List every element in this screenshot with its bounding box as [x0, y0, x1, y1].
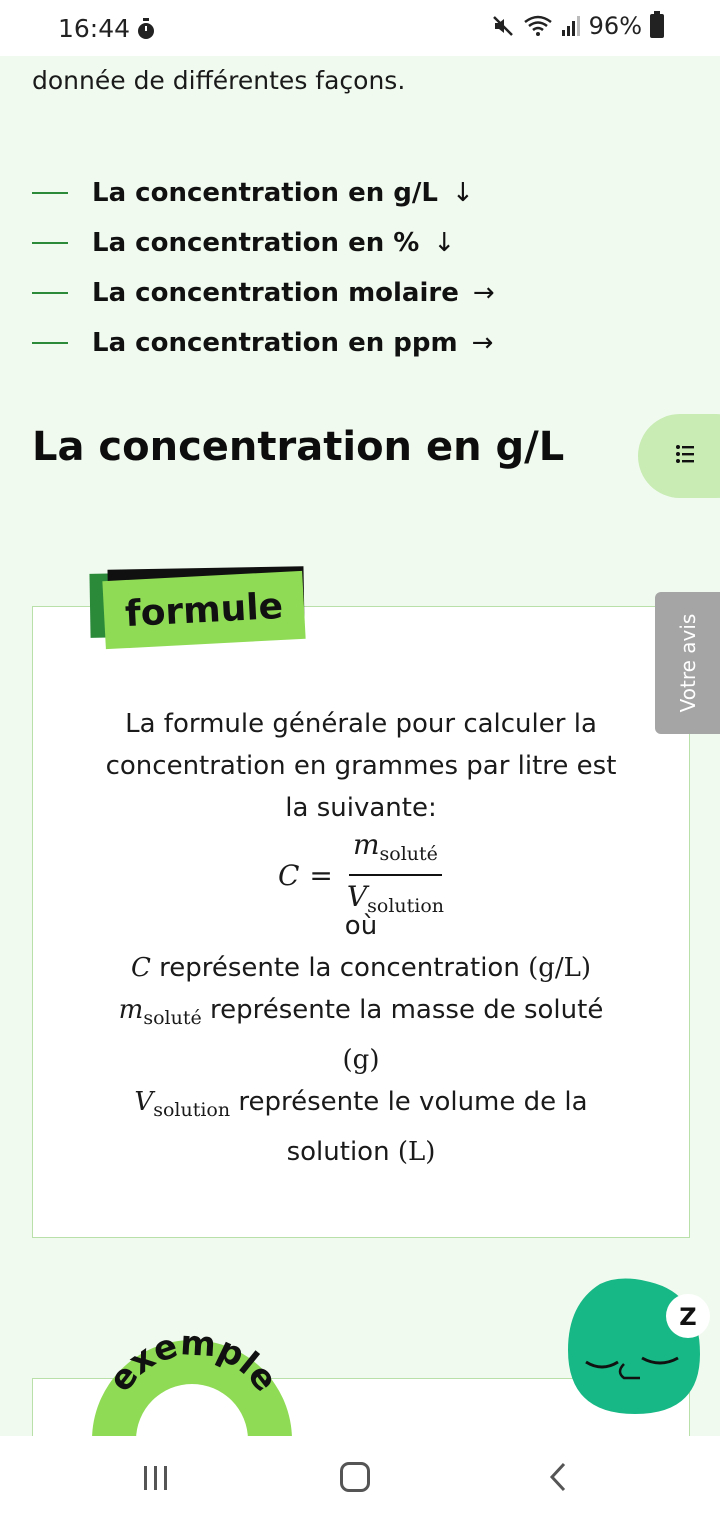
- table-of-contents: [32, 168, 552, 368]
- def3-text: représente le volume de la solution: [238, 1087, 588, 1167]
- def3-sub: solution: [153, 1099, 231, 1121]
- definition-line-1: [33, 947, 689, 989]
- example-badge-label: exemple: [100, 1323, 286, 1400]
- toc-item-label: La concentration en %: [92, 228, 420, 258]
- feedback-tab-label: Votre avis: [675, 613, 700, 713]
- formula-intro: La formule générale pour calculer la concentration en grammes par litre est la suivante:: [105, 709, 617, 823]
- toc-item-label: La concentration en g/L: [92, 178, 438, 208]
- svg-text:exemple: [101, 1323, 285, 1399]
- home-icon[interactable]: [340, 1462, 370, 1492]
- status-bar: [0, 0, 720, 56]
- arrow-right-icon: →: [472, 278, 495, 308]
- formula-badge: [90, 566, 306, 648]
- system-navigation-bar: [0, 1436, 720, 1520]
- def1-var: C: [130, 953, 151, 983]
- def2-sub: soluté: [143, 1007, 202, 1029]
- mascot-chat-button[interactable]: [560, 1274, 720, 1424]
- recent-apps-icon[interactable]: [142, 1464, 170, 1492]
- status-icons: [491, 12, 664, 40]
- toc-toggle-button[interactable]: [638, 414, 720, 498]
- signal-icon: [561, 14, 581, 38]
- formula-content: [33, 703, 689, 1173]
- def1-unit: (g/L): [528, 953, 592, 983]
- toc-bullet-line: [32, 242, 68, 244]
- toc-bullet-line: [32, 342, 68, 344]
- example-badge: [80, 1322, 300, 1442]
- toc-item-gl[interactable]: [32, 168, 552, 218]
- definition-line-2: [33, 989, 689, 1081]
- def2-text: représente la masse de soluté: [209, 995, 604, 1025]
- toc-item-molaire[interactable]: [32, 268, 552, 318]
- mascot-sleep-letter: Z: [679, 1303, 697, 1331]
- formula-where: où: [344, 911, 378, 941]
- arrow-down-icon: ↓: [451, 178, 474, 208]
- def1-text: représente la concentration: [159, 953, 520, 983]
- timer-icon: [136, 18, 156, 40]
- intro-text: donnée de différentes façons.: [32, 66, 406, 95]
- def3-var: V: [134, 1087, 154, 1117]
- eq-sign: =: [309, 859, 333, 892]
- feedback-tab[interactable]: [655, 592, 720, 734]
- eq-den-sub: solution: [367, 895, 445, 917]
- toc-bullet-line: [32, 292, 68, 294]
- section-title: La concentration en g/L: [32, 424, 565, 470]
- eq-num-var: m: [352, 828, 380, 861]
- list-icon: [676, 444, 694, 464]
- toc-item-ppm[interactable]: [32, 318, 552, 368]
- formula-card: [32, 606, 690, 1238]
- toc-item-label: La concentration en ppm: [92, 328, 458, 358]
- mute-icon: [491, 14, 515, 38]
- badge-label-box: [102, 571, 305, 649]
- eq-num-sub: soluté: [379, 843, 438, 865]
- battery-icon: [650, 14, 664, 38]
- status-time: 16:44: [58, 14, 131, 43]
- def2-var: m: [118, 995, 144, 1025]
- eq-lhs: C: [277, 859, 300, 892]
- badge-label: formule: [124, 585, 284, 635]
- toc-item-label: La concentration molaire: [92, 278, 459, 308]
- eq-den-var: V: [346, 880, 368, 913]
- def3-unit: (L): [397, 1137, 436, 1167]
- toc-item-percent[interactable]: [32, 218, 552, 268]
- wifi-icon: [523, 14, 553, 38]
- arrow-right-icon: →: [471, 328, 494, 358]
- back-icon[interactable]: [548, 1462, 568, 1492]
- definition-line-3: [33, 1081, 689, 1173]
- arrow-down-icon: ↓: [433, 228, 456, 258]
- battery-percent: 96%: [588, 12, 642, 40]
- toc-bullet-line: [32, 192, 68, 194]
- def2-unit: (g): [342, 1045, 380, 1075]
